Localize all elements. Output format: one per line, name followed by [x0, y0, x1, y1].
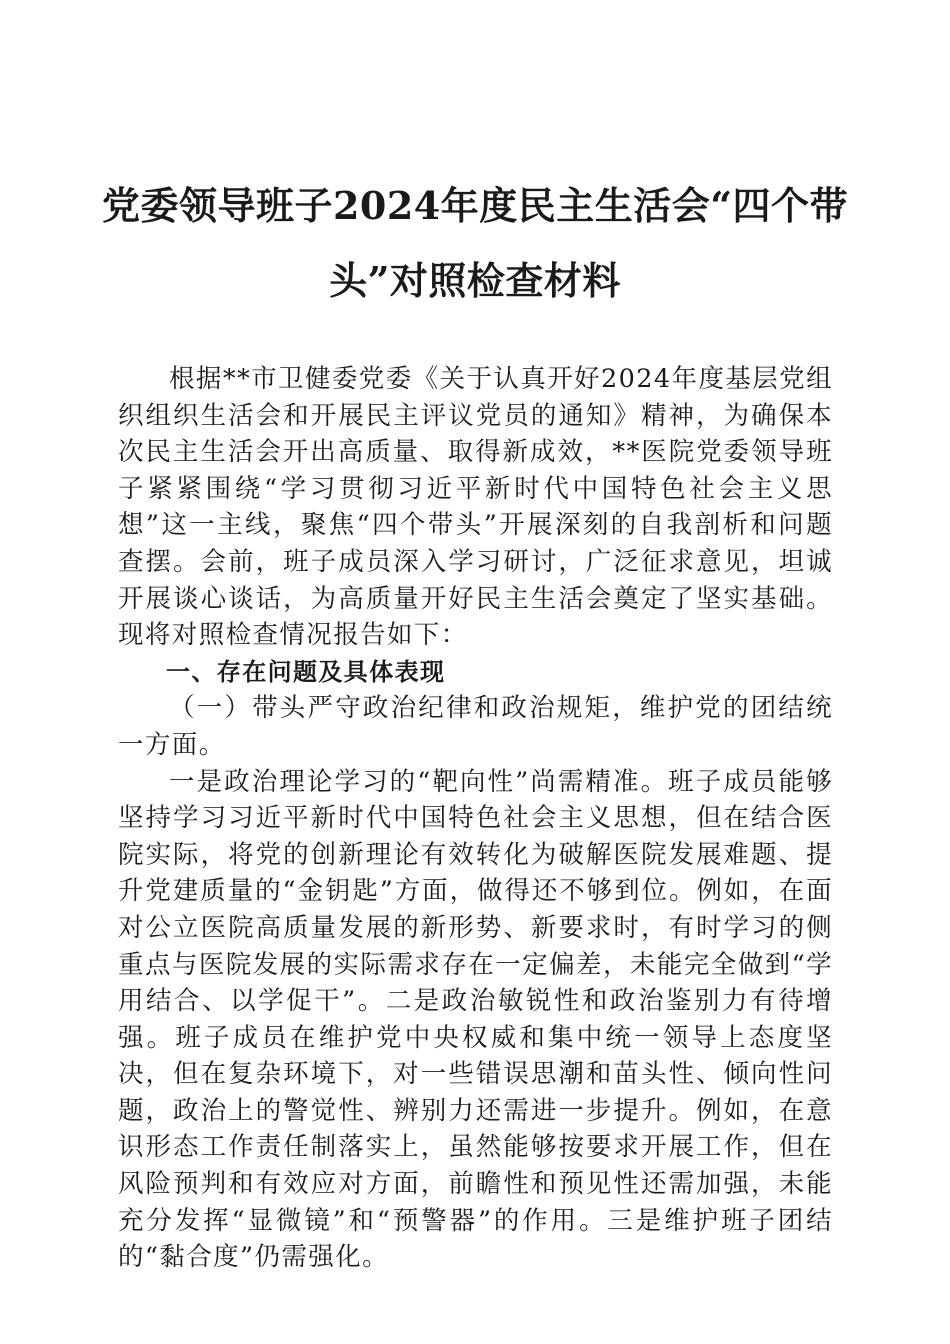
- section-heading: 一、存在问题及具体表现: [166, 657, 446, 686]
- intro-paragraph: 根据**市卫健委党委《关于认真开好2024年度基层党组织组织生活会和开展民主评议党员的通知》精神，为确保本次民主生活会开出高质量、取得新成效，**医院党委领导班子紧紧围绕“学习贯彻习近平新时代中国特色社会主义思想”这一主线，聚焦“四个带头”开展深刻的自我剖析和问题查摆。会前，班子成员深入学习研讨，广泛征求意见，坦诚开展谈心谈话，为高质量开好民主生活会奠定了坚实基础。现将对照检查情况报告如下：: [118, 364, 833, 651]
- document-body: [118, 361, 833, 1276]
- subsection-body-paragraph: 一是政治理论学习的“靶向性”尚需精准。班子成员能够坚持学习习近平新时代中国特色社会主义思想，但在结合医院实际，将党的创新理论有效转化为破解医院发展难题、提升党建质量的“金钥匙”方面，做得还不够到位。例如，在面对公立医院高质量发展的新形势、新要求时，有时学习的侧重点与医院发展的实际需求存在一定偏差，未能完全做到“学用结合、以学促干”。二是政治敏锐性和政治鉴别力有待增强。班子成员在维护党中央权威和集中统一领导上态度坚决，但在复杂环境下，对一些错误思潮和苗头性、倾向性问题，政治上的警觉性、辨别力还需进一步提升。例如，在意识形态工作责任制落实上，虽然能够按要求开展工作，但在风险预判和有效应对方面，前瞻性和预见性还需加强，未能充分发挥“显微镜”和“预警器”的作用。三是维护班子团结的“黏合度”仍需强化。: [118, 766, 833, 1273]
- document-title: 党委领导班子2024年度民主生活会“四个带头”对照检查材料: [101, 183, 849, 303]
- subsection-heading: （一）带头严守政治纪律和政治规矩，维护党的团结统一方面。: [118, 693, 833, 760]
